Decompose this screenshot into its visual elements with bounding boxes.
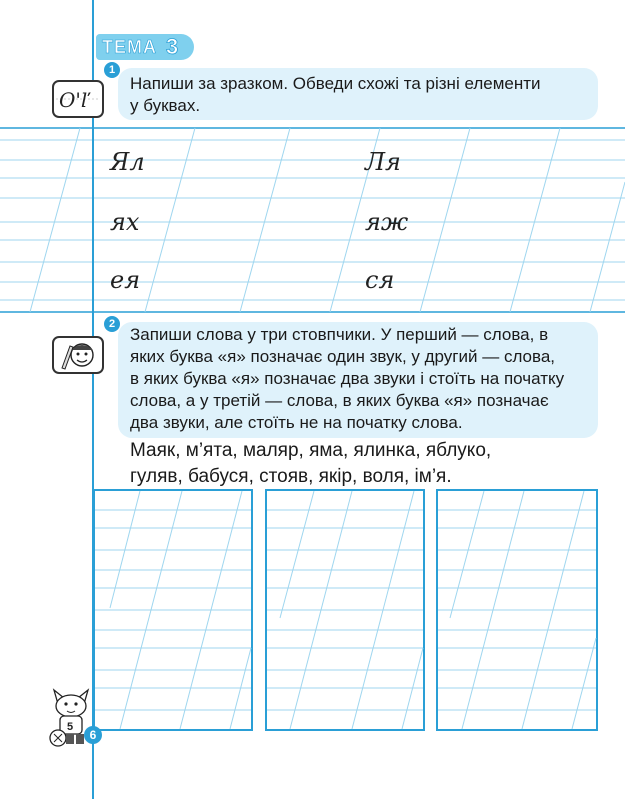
task2-instruction-line2: яких буква «я» позначає один звук, у другий — слова, xyxy=(130,347,556,366)
writing-columns xyxy=(90,488,600,734)
topic-word: ТЕМА xyxy=(102,37,157,57)
sample-right-3: ся xyxy=(365,266,395,294)
sample-left-1: Ял xyxy=(110,148,145,176)
sample-right-2: яж xyxy=(365,208,409,236)
sample-left-3: ея xyxy=(110,266,141,294)
boy-writing-icon xyxy=(52,336,104,374)
word-list-line2: гуляв, бабуся, стояв, якір, воля, ім’я. xyxy=(130,466,452,487)
task2-number-badge: 2 xyxy=(104,316,120,332)
task2-instruction-line5: два звуки, але стоїть не на початку слова. xyxy=(130,413,463,432)
handwriting-letters-icon xyxy=(54,82,102,116)
sample-right-1: Ля xyxy=(365,148,401,176)
task2-instruction-line4: слова, а у третій — слова, в яких буква «я» позначає xyxy=(130,391,549,410)
icon-glyph: O'ľ xyxy=(59,88,89,112)
mascot-jersey-number: 5 xyxy=(67,721,74,733)
boy-face-icon xyxy=(54,338,102,372)
page-number: 6 xyxy=(84,726,102,744)
task2-instruction-bubble xyxy=(118,322,598,438)
task1-number-badge: 1 xyxy=(104,62,120,78)
column-3[interactable] xyxy=(437,490,597,730)
column-2[interactable] xyxy=(266,490,424,730)
task1-instruction-line2: у буквах. xyxy=(130,96,201,115)
sample-left-2: ях xyxy=(110,208,140,236)
task2-instruction-line1: Запиши слова у три стовпчики. У перший — слова, в xyxy=(130,325,549,344)
word-list-line1: Маяк, м’ята, маляр, яма, ялинка, яблуко, xyxy=(130,440,492,461)
task1-instruction-line1: Напиши за зразком. Обведи схожі та різні елементи xyxy=(130,74,541,93)
topic-number: 3 xyxy=(166,34,179,59)
column-1[interactable] xyxy=(94,490,252,730)
writing-icon xyxy=(52,80,104,118)
task2-instruction-line3: в яких буква «я» позначає два звуки і стоїть на початку xyxy=(130,369,565,388)
task1-instruction-bubble xyxy=(118,68,598,120)
topic-label xyxy=(96,34,194,60)
